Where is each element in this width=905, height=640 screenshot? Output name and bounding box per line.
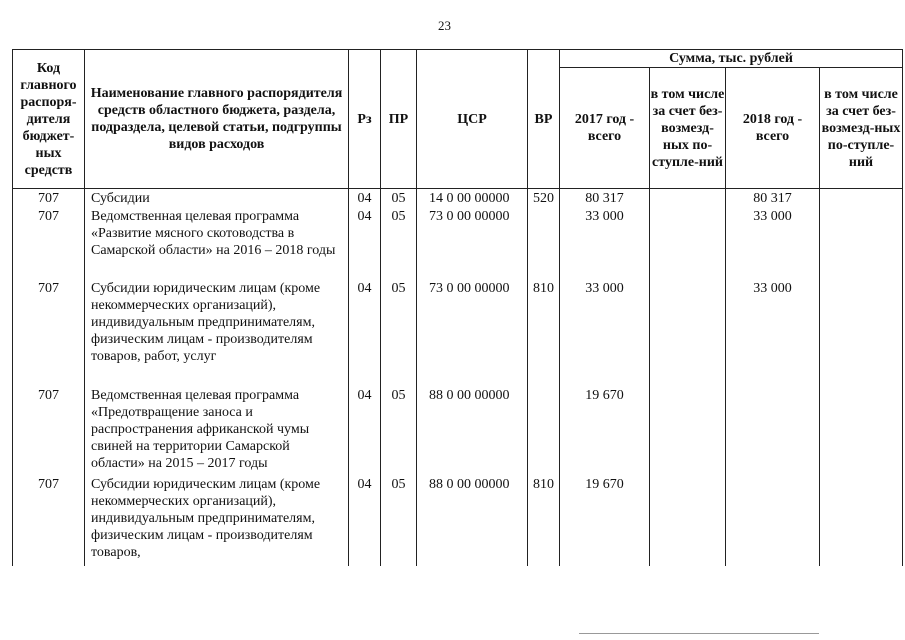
row-gratuitous-2017 (650, 280, 726, 387)
row-rz: 04 (349, 476, 381, 566)
row-gratuitous-2017 (650, 208, 726, 280)
row-rz: 04 (349, 280, 381, 387)
row-name: Субсидии юридическим лицам (кроме некоммерческих организаций), индивидуальным предпринимателям, физическим лицам - производителям товаров, (85, 476, 349, 566)
row-vr (528, 387, 560, 476)
row-code: 707 (13, 476, 85, 566)
header-rz: Рз (349, 50, 381, 189)
row-code: 707 (13, 387, 85, 476)
row-sum-2017: 19 670 (560, 387, 650, 476)
row-gratuitous-2018 (820, 189, 903, 208)
row-pr: 05 (381, 189, 417, 208)
row-gratuitous-2017 (650, 476, 726, 566)
table-row (13, 476, 903, 566)
row-sum-2018: 33 000 (726, 280, 820, 387)
row-vr (528, 208, 560, 280)
page-number: 23 (438, 18, 451, 33)
header-csr: ЦСР (417, 50, 528, 189)
row-gratuitous-2018 (820, 387, 903, 476)
row-sum-2018: 33 000 (726, 208, 820, 280)
row-pr: 05 (381, 280, 417, 387)
row-name: Ведомственная целевая программа «Предотвращение заноса и распространения африканской чумы свиней на территории Самарской области» на 2015 – 2017 годы (85, 387, 349, 476)
row-pr: 05 (381, 208, 417, 280)
row-name: Субсидии юридическим лицам (кроме некоммерческих организаций), индивидуальным предпринимателям, физическим лицам - производителям товаров, работ, услуг (85, 280, 349, 387)
row-rz: 04 (349, 387, 381, 476)
row-sum-2018: 80 317 (726, 189, 820, 208)
row-code: 707 (13, 280, 85, 387)
row-sum-2017: 33 000 (560, 280, 650, 387)
row-sum-2017: 33 000 (560, 208, 650, 280)
budget-table (12, 49, 903, 566)
table-row (13, 208, 903, 280)
row-gratuitous-2017 (650, 189, 726, 208)
row-vr: 520 (528, 189, 560, 208)
header-name: Наименование главного распорядителя средств областного бюджета, раздела, подраздела, целевой статьи, подгруппы видов расходов (85, 50, 349, 189)
row-vr: 810 (528, 280, 560, 387)
row-csr: 73 0 00 00000 (417, 280, 528, 387)
footer-divider (579, 633, 819, 634)
header-vr: ВР (528, 50, 560, 189)
row-csr: 88 0 00 00000 (417, 476, 528, 566)
row-sum-2017: 19 670 (560, 476, 650, 566)
row-sum-2018 (726, 387, 820, 476)
row-rz: 04 (349, 208, 381, 280)
row-rz: 04 (349, 189, 381, 208)
row-gratuitous-2018 (820, 476, 903, 566)
table-row (13, 280, 903, 387)
header-sum-title: Сумма, тыс. рублей (560, 50, 903, 68)
header-2017-total: 2017 год - всего (560, 68, 650, 189)
header-code: Код главного распоря-дителя бюджет-ных средств (13, 50, 85, 189)
header-2017-gratuitous: в том числе за счет без-возмезд-ных по-ступле-ний (650, 68, 726, 189)
table-row (13, 387, 903, 476)
header-pr: ПР (381, 50, 417, 189)
row-csr: 14 0 00 00000 (417, 189, 528, 208)
row-name: Ведомственная целевая программа «Развитие мясного скотоводства в Самарской области» на 2016 – 2018 годы (85, 208, 349, 280)
row-gratuitous-2017 (650, 387, 726, 476)
header-2018-gratuitous: в том числе за счет без-возмезд-ных по-ступле-ний (820, 68, 903, 189)
row-gratuitous-2018 (820, 280, 903, 387)
row-sum-2018 (726, 476, 820, 566)
row-code: 707 (13, 208, 85, 280)
row-csr: 88 0 00 00000 (417, 387, 528, 476)
row-vr: 810 (528, 476, 560, 566)
row-pr: 05 (381, 476, 417, 566)
header-2018-total: 2018 год - всего (726, 68, 820, 189)
row-csr: 73 0 00 00000 (417, 208, 528, 280)
row-code: 707 (13, 189, 85, 208)
row-gratuitous-2018 (820, 208, 903, 280)
row-name: Субсидии (85, 189, 349, 208)
row-sum-2017: 80 317 (560, 189, 650, 208)
table-row (13, 189, 903, 208)
row-pr: 05 (381, 387, 417, 476)
